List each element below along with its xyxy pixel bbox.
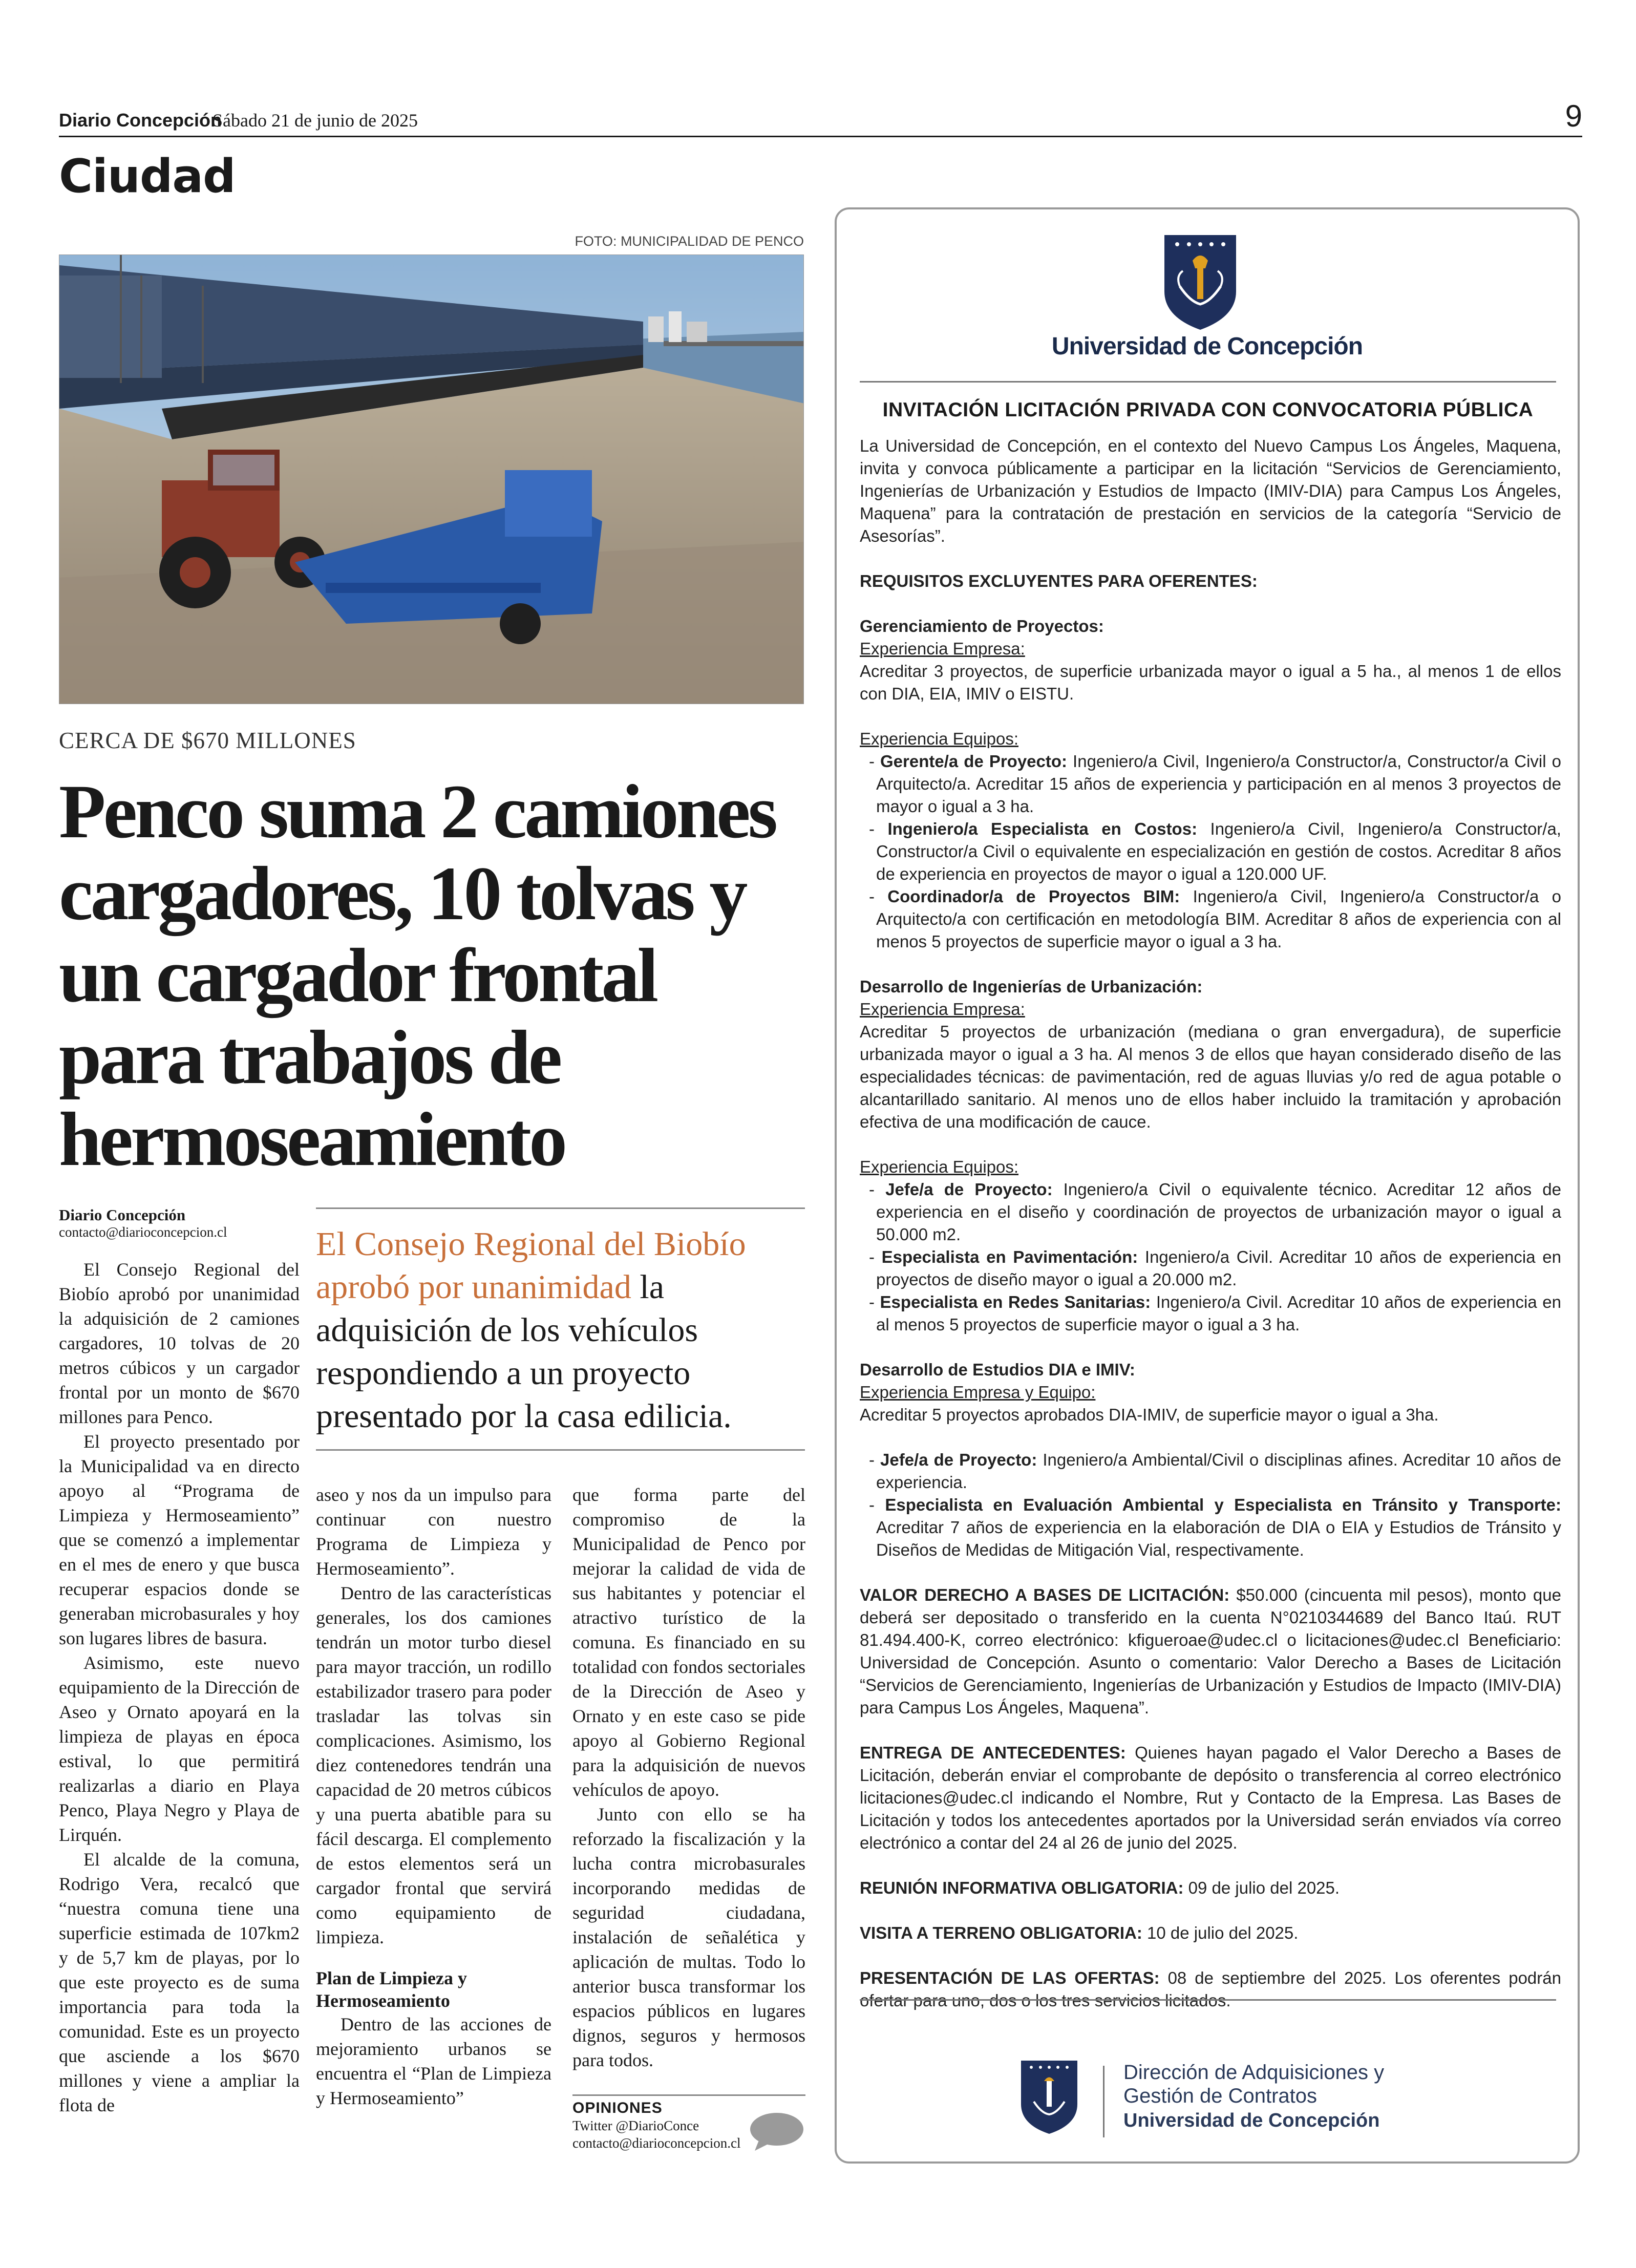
- university-name: Universidad de Concepción: [1051, 333, 1363, 360]
- article-kicker: CERCA DE $670 MILLONES: [59, 728, 356, 753]
- ad-rule-bottom: [860, 1999, 1556, 2001]
- byline: [59, 1206, 300, 1240]
- paragraph: aseo y nos da un impulso para continuar con nuestro Programa de Limpieza y Hermoseamiento”.: [316, 1485, 551, 1579]
- requirement-item: - Especialista en Pavimentación: Ingeniero/a Civil. Acreditar 10 años de experiencia en proyectos de diseño mayor o igual a 20.000 m2.: [869, 1247, 1561, 1289]
- site-visit-label: VISITA A TERRENO OBLIGATORIA:: [860, 1923, 1142, 1942]
- ad-title: INVITACIÓN LICITACIÓN PRIVADA CON CONVOCATORIA PÚBLICA: [882, 399, 1534, 421]
- role: Jefe/a de Proyecto:: [880, 1450, 1037, 1469]
- requirement-item: - Especialista en Redes Sanitarias: Ingeniero/a Civil. Acreditar 10 años de experiencia en al menos 5 proyectos de superficie mayor o igual a 3 ha.: [869, 1292, 1561, 1334]
- submission: [860, 1742, 1561, 1854]
- pullquote-rule-top: [316, 1207, 805, 1209]
- experience-label: Experiencia Equipos:: [860, 1157, 1019, 1176]
- office-line-3: Universidad de Concepción: [1123, 2110, 1380, 2131]
- site-visit: [860, 1922, 1561, 1944]
- headline-lead: Penco suma: [59, 769, 440, 854]
- issue-date: Sábado 21 de junio de 2025: [213, 110, 418, 131]
- pullquote-rule-bottom: [316, 1449, 805, 1451]
- speech-bubble-icon: [749, 2111, 805, 2152]
- university-tender-ad: [835, 207, 1580, 2164]
- pullquote: [316, 1223, 805, 1438]
- office-line-2: Gestión de Contratos: [1123, 2085, 1317, 2107]
- bases-value-text: $50.000 (cincuenta mil pesos), monto que deberá ser depositado o transferido en la cuenta N°0210344689 del Banco Itaú. RUT 81.494.400-K, correo electrónico: kfigueroae@udec.cl o licitaciones@udec.cl Beneficiario: Universidad de Concepción. Asunto o comentario: Valor Derecho a Bases de Licitación “Servicios de Gerenciamiento, Ingenierías de Urbanización y Estudios de Impacto (IMIV-DIA) para Campus Los Ángeles, Maquena”.: [860, 1585, 1561, 1717]
- role: Especialista en Evaluación Ambiental y Especialista en Tránsito y Transporte:: [885, 1495, 1561, 1514]
- pullquote-accent: El Consejo Regional del Biobío aprobó por unanimidad: [316, 1225, 746, 1306]
- paragraph: El alcalde de la comuna, Rodrigo Vera, recalcó que “nuestra comuna tiene una superficie estimada de 107km2 y de 5,7 km de playas, por lo que este proyecto es de suma importancia para toda la comunidad. Este es un proyecto que asciende a los $670 millones y viene a ampliar la flota de: [59, 1849, 300, 2115]
- site-visit-date: 10 de julio del 2025.: [1142, 1923, 1299, 1942]
- offers-text: 08 de septiembre del 2025. Los oferentes podrán ofertar para uno, dos o los tres servicios licitados.: [860, 1968, 1561, 2010]
- udec-crest-icon: [1016, 2058, 1082, 2135]
- opinions-email[interactable]: contacto@diarioconcepcion.cl: [572, 2135, 741, 2151]
- udec-crest-icon: [1149, 230, 1251, 332]
- newspaper-name: Diario Concepción: [59, 110, 222, 131]
- submission-label: ENTREGA DE ANTECEDENTES:: [860, 1743, 1126, 1762]
- paragraph: Junto con ello se ha reforzado la fiscalización y la lucha contra microbasurales incorporando medidas de seguridad ciudadana, instalación de señalética y aplicación de multas. Todo lo anterior busca transformar los espacios públicos en lugares dignos, seguros y hermosos para todos.: [572, 1804, 805, 2070]
- pullquote-rest: la adquisición de los vehículos respondiendo a un proyecto presentado por la casa edilicia.: [316, 1268, 732, 1435]
- role: Coordinador/a de Proyectos BIM:: [887, 887, 1180, 906]
- photo-credit: FOTO: MUNICIPALIDAD DE PENCO: [575, 234, 804, 249]
- paragraph: que forma parte del compromiso de la Municipalidad de Penco por mejorar la calidad de vida de sus habitantes y potenciar el atractivo turístico de la comuna. Es financiado en su totalidad con fondos sectoriales de la Dirección de Aseo y Ornato y en este caso se pide apoyo al Gobierno Regional para la adquisición de nuevos vehículos de apoyo.: [572, 1485, 805, 1800]
- article-column-2: [316, 1482, 551, 2110]
- group-title: Desarrollo de Ingenierías de Urbanización:: [860, 977, 1203, 996]
- requirement-item: - Jefe/a de Proyecto: Ingeniero/a Civil o equivalente técnico. Acreditar 12 años de experiencia en el diseño y coordinación de proyectos de urbanización mayor o igual a 50.000 m2.: [869, 1180, 1561, 1244]
- opinions-label: OPINIONES: [572, 2100, 663, 2116]
- article-photo: [59, 255, 804, 704]
- role-detail: Ingeniero/a Civil. Acreditar 10 años de experiencia en al menos 5 proyectos de superficie mayor o igual a 3 ha.: [876, 1292, 1561, 1334]
- experience-text: Acreditar 3 proyectos, de superficie urbanizada mayor o igual a 5 ha., al menos 1 de ellos con DIA, EIA, IMIV o EISTU.: [860, 662, 1561, 703]
- role: Especialista en Pavimentación:: [881, 1247, 1138, 1266]
- role: Gerente/a de Proyecto:: [880, 752, 1068, 771]
- requirement-item: - Coordinador/a de Proyectos BIM: Ingeniero/a Civil, Ingeniero/a Constructor/a o Arquitecto/a con certificación en metodología BIM. Acreditar 8 años de experiencia con al menos 5 proyectos de superficie mayor o igual a 3 ha.: [869, 887, 1561, 951]
- role-detail: Ingeniero/a Civil, Ingeniero/a Constructor/a, Constructor/a Civil o equivalente en especialización en gestión de costos. Acreditar 8 años de experiencia en proyectos de mayor o igual a 120.000 UF.: [876, 819, 1561, 883]
- group-title: Gerenciamiento de Proyectos:: [860, 617, 1104, 635]
- page-number: 9: [1565, 99, 1582, 133]
- role-detail: Ingeniero/a Ambiental/Civil o disciplinas afines. Acreditar 10 años de experiencia.: [876, 1450, 1561, 1492]
- office-line-1: Dirección de Adquisiciones y: [1123, 2061, 1385, 2084]
- paragraph: Dentro de las características generales, los dos camiones tendrán un motor turbo diesel para mayor tracción, un rodillo estabilizador trasero para poder trasladar las tolvas sin complicaciones. Asimismo, los diez contenedores tendrán una capacidad de 20 metros cúbicos y una puerta abatible para su fácil descarga. El complemento de estos elementos será un cargador frontal que servirá como equipamiento de limpieza.: [316, 1583, 551, 1947]
- info-meeting-label: REUNIÓN INFORMATIVA OBLIGATORIA:: [860, 1878, 1184, 1897]
- section-title: Ciudad: [59, 150, 236, 203]
- byline-email: contacto@diarioconcepcion.cl: [59, 1224, 227, 1240]
- bases-value: [860, 1584, 1561, 1719]
- experience-label: Experiencia Empresa:: [860, 639, 1025, 658]
- requirements-title: REQUISITOS EXCLUYENTES PARA OFERENTES:: [860, 571, 1258, 590]
- byline-name: Diario Concepción: [59, 1206, 186, 1224]
- ad-body: [860, 435, 1561, 2012]
- subhead: Plan de Limpieza y Hermoseamiento: [316, 1968, 467, 2011]
- headline-tail: para trabajos de hermoseamiento: [59, 1015, 565, 1182]
- experience-label: Experiencia Equipos:: [860, 729, 1019, 748]
- paragraph: El proyecto presentado por la Municipalidad va en directo apoyo al “Programa de Limpieza y Hermoseamiento” que se comenzó a implementar en el mes de enero y que busca recuperar espacios donde se generaban microbasurales y hoy son lugares libres de basura.: [59, 1431, 300, 1648]
- group-title: Desarrollo de Estudios DIA e IMIV:: [860, 1360, 1135, 1379]
- article-headline: [59, 771, 812, 1180]
- experience-label: Experiencia Empresa:: [860, 1000, 1025, 1019]
- requirement-item: - Jefe/a de Proyecto: Ingeniero/a Ambiental/Civil o disciplinas afines. Acreditar 10 años de experiencia.: [869, 1450, 1561, 1492]
- role: Jefe/a de Proyecto:: [885, 1180, 1053, 1199]
- article-column-3: [572, 1482, 805, 2072]
- role-detail: Ingeniero/a Civil, Ingeniero/a Constructor/a, Constructor/a Civil o Arquitecto/a. Acreditar 15 años de experiencia y participación en al menos 3 proyectos de mayor o igual a 3 ha.: [876, 752, 1561, 816]
- opinions-rule: [572, 2094, 805, 2096]
- masthead: [59, 99, 1582, 137]
- opinions-twitter[interactable]: Twitter @DiarioConce: [572, 2118, 699, 2133]
- role: Ingeniero/a Especialista en Costos:: [887, 819, 1198, 838]
- ad-rule-top: [860, 381, 1556, 383]
- role-detail: Ingeniero/a Civil, Ingeniero/a Constructor/a o Arquitecto/a con certificación en metodología BIM. Acreditar 8 años de experiencia con al menos 5 proyectos de superficie mayor o igual a 3 ha.: [876, 887, 1561, 951]
- requirement-item: - Especialista en Evaluación Ambiental y Especialista en Tránsito y Transporte: Acreditar 7 años de experiencia en la elaboración de DIA o EIA y Estudios de Tránsito y Diseños de Medidas de Mitigación Vial, respectivamente.: [869, 1495, 1561, 1559]
- paragraph: Asimismo, este nuevo equipamiento de la Dirección de Aseo y Ornato apoyará en la limpieza de playas en época estival, lo que permitirá realizarlas a diario en Playa Penco, Playa Negro y Playa de Lirquén.: [59, 1652, 300, 1845]
- role: Especialista en Redes Sanitarias:: [880, 1292, 1151, 1311]
- tractor-beach-photo: [59, 255, 804, 704]
- requirement-item: - Ingeniero/a Especialista en Costos: Ingeniero/a Civil, Ingeniero/a Constructor/a, Constructor/a Civil o equivalente en especialización en gestión de costos. Acreditar 8 años de experiencia en proyectos de mayor o igual a 120.000 UF.: [869, 819, 1561, 883]
- article-column-1: [59, 1257, 300, 2117]
- submission-text: Quienes hayan pagado el Valor Derecho a Bases de Licitación, deberán enviar el comprobante de depósito o transferencia al correo electrónico licitaciones@udec.cl indicando el Nombre, Rut y Contacto de la Empresa. Las Bases de Licitación y todos los antecedentes aportados por la Universidad serán enviados vía correo electrónico a contar del 24 al 26 de junio del 2025.: [860, 1743, 1561, 1852]
- footer-divider: [1103, 2066, 1104, 2137]
- role-detail: Ingeniero/a Civil. Acreditar 10 años de experiencia en proyectos de diseño mayor o igual a 20.000 m2.: [876, 1247, 1561, 1289]
- role-detail: Acreditar 7 años de experiencia en la elaboración de DIA o EIA y Estudios de Tránsito y Diseños de Medidas de Mitigación Vial, respectivamente.: [876, 1518, 1561, 1559]
- role-detail: Ingeniero/a Civil o equivalente técnico. Acreditar 12 años de experiencia en el diseño y coordinación de proyectos de urbanización mayor o igual a 50.000 m2.: [876, 1180, 1561, 1244]
- paragraph: Dentro de las acciones de mejoramiento urbanos se encuentra el “Plan de Limpieza y Hermoseamiento”: [316, 2014, 551, 2108]
- experience-text: Acreditar 5 proyectos de urbanización (mediana o gran envergadura), de superficie urbanizada mayor o igual a 3 ha. Al menos 3 de ellos que hayan considerado diseño de las especialidades técnicas: de pavimentación, red de aguas lluvias y/o red de agua potable o alcantarillado sanitario. Al menos uno de ellos haber incluido la tramitación y aprobación efectiva de una modificación de cauce.: [860, 1022, 1561, 1131]
- paragraph: El Consejo Regional del Biobío aprobó por unanimidad la adquisición de 2 camiones cargadores, 10 tolvas de 20 metros cúbicos y un cargador frontal por un monto de $670 millones para Penco.: [59, 1259, 300, 1427]
- experience-text: Acreditar 5 proyectos aprobados DIA-IMIV, de superficie mayor o igual a 3ha.: [860, 1405, 1439, 1424]
- headline-emphasis: 2 camiones cargadores, 10 tolvas y un cargador frontal: [59, 769, 776, 1018]
- experience-label: Experiencia Empresa y Equipo:: [860, 1383, 1096, 1402]
- requirement-item: - Gerente/a de Proyecto: Ingeniero/a Civil, Ingeniero/a Constructor/a, Constructor/a Civil o Arquitecto/a. Acreditar 15 años de experiencia y participación en al menos 3 proyectos de mayor o igual a 3 ha.: [869, 752, 1561, 816]
- offers-label: PRESENTACIÓN DE LAS OFERTAS:: [860, 1968, 1160, 1987]
- ad-intro: La Universidad de Concepción, en el contexto del Nuevo Campus Los Ángeles, Maquena, invita y convoca públicamente a participar en la licitación “Servicios de Gerenciamiento, Ingenierías de Urbanización y Estudios de Impacto (IMIV-DIA) para Campus Los Ángeles, Maquena” para la contratación de prestación en servicios de la categoría “Servicio de Asesorías”.: [860, 436, 1561, 545]
- offers-presentation: [860, 1967, 1561, 2012]
- info-meeting-date: 09 de julio del 2025.: [1183, 1878, 1340, 1897]
- info-meeting: [860, 1877, 1561, 1899]
- procurement-office: [1123, 2061, 1384, 2133]
- bases-value-label: VALOR DERECHO A BASES DE LICITACIÓN:: [860, 1585, 1230, 1604]
